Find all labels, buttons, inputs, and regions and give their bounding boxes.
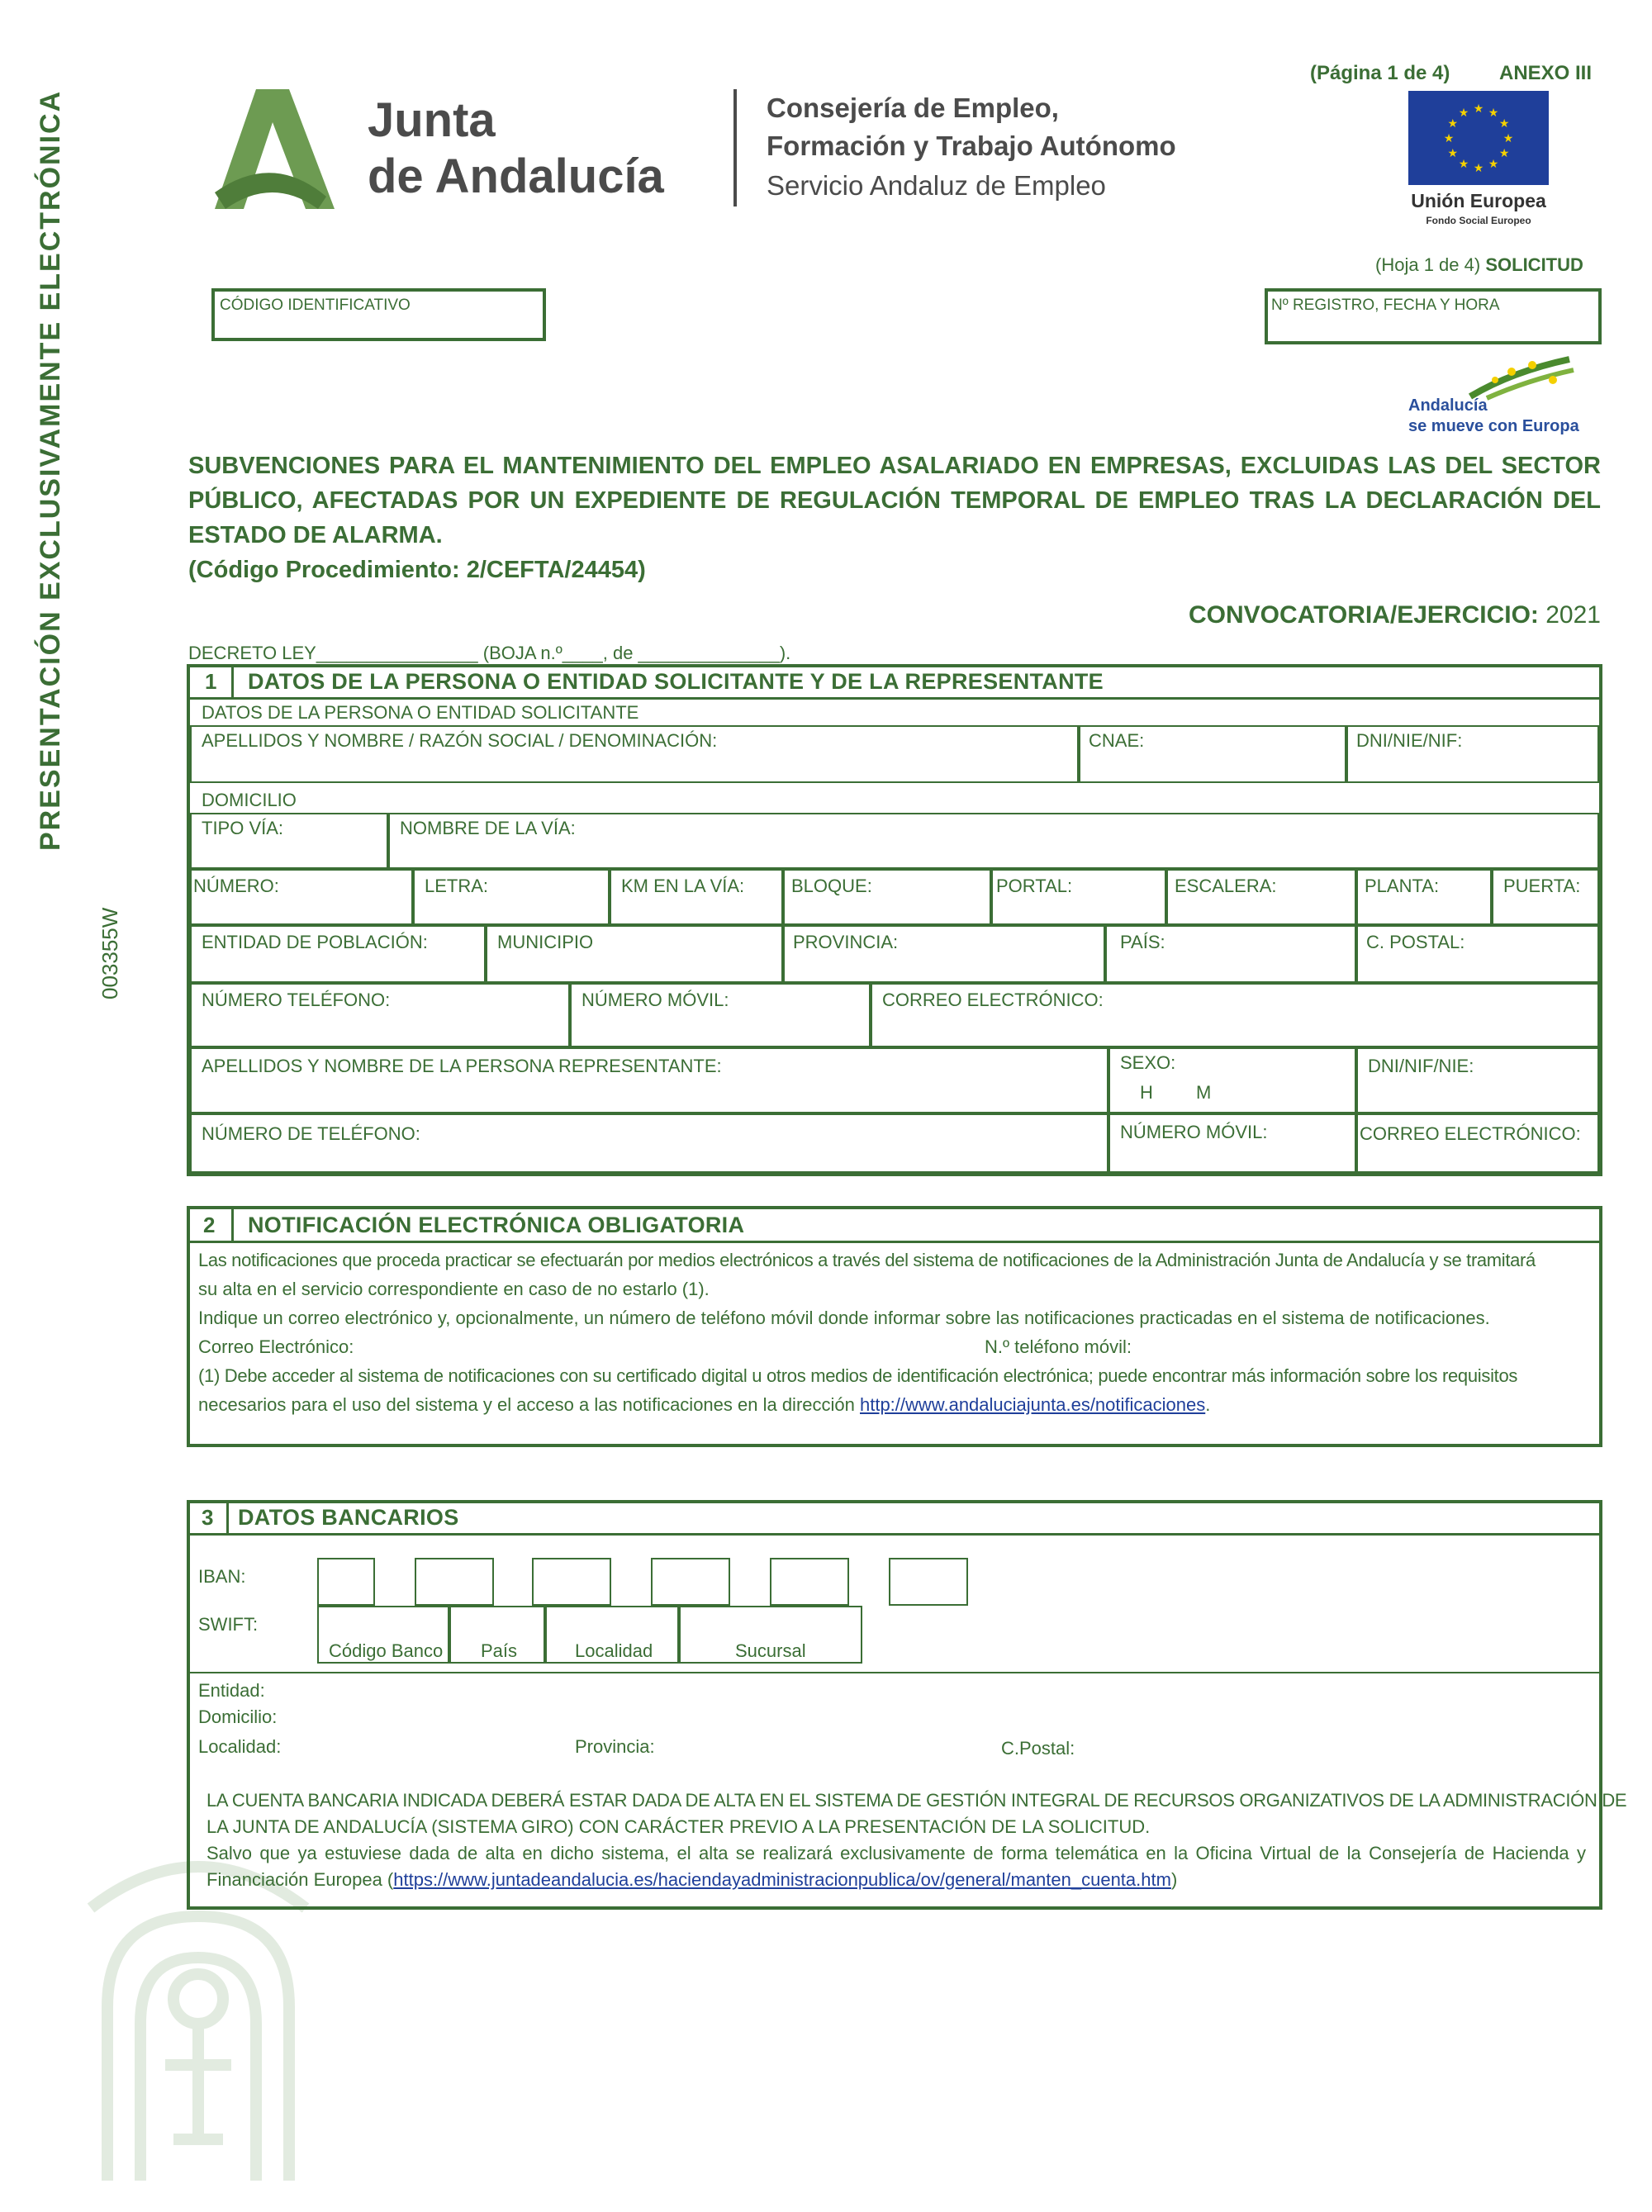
tipo-via-label: TIPO VÍA: bbox=[202, 818, 284, 838]
rep-correo-label: CORREO ELECTRÓNICO: bbox=[1360, 1123, 1581, 1144]
eu-star-icon: ★ bbox=[1502, 131, 1514, 145]
planta-label: PLANTA: bbox=[1365, 876, 1440, 896]
decreto-line: DECRETO LEY________________ (BOJA n.º____, de ______________). bbox=[188, 643, 791, 663]
rep-movil-label: NÚMERO MÓVIL: bbox=[1120, 1122, 1268, 1142]
municipio-label: MUNICIPIO bbox=[497, 932, 594, 952]
bank-warning-line3: Salvo que ya estuviese dada de alta en dicho sistema, el alta se realizará exclusivamente de forma telemática en la Oficina Virtual de la Consejería de Hacienda y bbox=[206, 1843, 1586, 1863]
section2-header-divider bbox=[190, 1241, 1599, 1243]
bank-divider bbox=[190, 1672, 1599, 1673]
logo-text-andalucia: de Andalucía bbox=[368, 150, 664, 203]
warn-line4-suffix: ) bbox=[1170, 1869, 1178, 1890]
note-line2-prefix: necesarios para el uso del sistema y el acceso a las notificaciones en la dirección bbox=[198, 1394, 860, 1415]
apellidos-field[interactable] bbox=[190, 725, 1079, 783]
pais-field[interactable] bbox=[1105, 925, 1356, 983]
swift-sucursal-box[interactable] bbox=[679, 1606, 862, 1664]
section1-box bbox=[187, 664, 1602, 1176]
codigo-identificativo-box[interactable] bbox=[211, 288, 546, 341]
cnae-field[interactable] bbox=[1079, 725, 1346, 783]
escalera-label: ESCALERA: bbox=[1175, 876, 1277, 896]
pais-label: PAÍS: bbox=[1120, 932, 1165, 952]
eu-flag-icon bbox=[1408, 91, 1549, 185]
convocatoria bbox=[1189, 601, 1601, 629]
codigo-banco-label: Código Banco bbox=[329, 1640, 444, 1661]
movil-label: NÚMERO MÓVIL: bbox=[582, 990, 729, 1010]
entidad-poblacion-label: ENTIDAD DE POBLACIÓN: bbox=[202, 932, 428, 952]
bloque-field[interactable] bbox=[783, 869, 991, 925]
junta-andalucia-logo-icon bbox=[211, 89, 335, 209]
hoja-prefix: (Hoja bbox=[1375, 254, 1424, 275]
eu-title: Unión Europea bbox=[1411, 190, 1546, 211]
swift-pais-box[interactable] bbox=[449, 1606, 545, 1664]
iban-box-6[interactable] bbox=[889, 1558, 968, 1606]
telefono-field[interactable] bbox=[190, 983, 570, 1047]
bank-localidad-label: Localidad: bbox=[198, 1736, 282, 1757]
section2-box bbox=[187, 1206, 1602, 1447]
consejeria-line3: Servicio Andaluz de Empleo bbox=[767, 170, 1106, 201]
eu-star-icon: ★ bbox=[1447, 146, 1459, 159]
bank-warning-line4 bbox=[206, 1867, 1586, 1893]
iban-box-1[interactable] bbox=[317, 1558, 375, 1606]
section2-note-line2 bbox=[198, 1390, 1594, 1419]
eu-subtitle: Fondo Social Europeo bbox=[1426, 215, 1531, 226]
solicitud-label: SOLICITUD bbox=[1485, 254, 1583, 275]
notificaciones-link[interactable]: http://www.andaluciajunta.es/notificaciones bbox=[859, 1394, 1206, 1415]
planta-field[interactable] bbox=[1356, 869, 1492, 925]
hoja-suffix: ) bbox=[1474, 254, 1486, 275]
swift-pais-label: País bbox=[481, 1640, 518, 1661]
section3-title: DATOS BANCARIOS bbox=[238, 1505, 459, 1530]
consejeria-line2: Formación y Trabajo Autónomo bbox=[767, 131, 1176, 161]
codigo-banco-box[interactable] bbox=[317, 1606, 449, 1664]
section3-number-divider bbox=[226, 1503, 229, 1533]
rep-movil-field[interactable] bbox=[1108, 1113, 1356, 1173]
section3-number: 3 bbox=[202, 1505, 214, 1530]
section2-p1-line1: Las notificaciones que proceda practicar se efectuarán por medios electrónicos a través del sistema de notificaciones de la Administración Junta de Andalucía y se tramitará bbox=[198, 1250, 1536, 1270]
section2-p2: Indique un correo electrónico y, opcionalmente, un número de teléfono móvil donde informar sobre las notificaciones practicadas en el sistema de notificaciones. bbox=[198, 1308, 1490, 1328]
bank-warning-line1: LA CUENTA BANCARIA INDICADA DEBERÁ ESTAR DADA DE ALTA EN EL SISTEMA DE GESTIÓN INTEGRAL DE RECURSOS ORGANIZATIVOS DE LA ADMINISTRACIÓN DE bbox=[206, 1790, 1627, 1811]
section1-number-divider bbox=[231, 667, 234, 697]
section2-p1-line2: su alta en el servicio correspondiente en caso de no estarlo (1). bbox=[198, 1279, 710, 1299]
codigo-identificativo-label: CÓDIGO IDENTIFICATIVO bbox=[220, 297, 411, 314]
eu-star-icon: ★ bbox=[1473, 102, 1484, 115]
iban-box-3[interactable] bbox=[532, 1558, 611, 1606]
registro-box[interactable] bbox=[1265, 288, 1602, 344]
dni-label: DNI/NIE/NIF: bbox=[1356, 730, 1463, 751]
rep-apellidos-label: APELLIDOS Y NOMBRE DE LA PERSONA REPRESENTANTE: bbox=[202, 1056, 722, 1076]
hoja-de: de bbox=[1433, 254, 1464, 275]
title-line3: ESTADO DE ALARMA. bbox=[188, 522, 443, 548]
tipo-via-field[interactable] bbox=[190, 813, 388, 869]
eu-star-icon: ★ bbox=[1443, 131, 1455, 145]
hoja-total: 4 bbox=[1464, 254, 1474, 275]
iban-box-4[interactable] bbox=[651, 1558, 730, 1606]
bank-cpostal-label: C.Postal: bbox=[1001, 1738, 1075, 1759]
swift-label: SWIFT: bbox=[198, 1614, 259, 1635]
numero-field[interactable] bbox=[190, 869, 413, 925]
eu-star-icon: ★ bbox=[1473, 161, 1484, 174]
eu-star-icon: ★ bbox=[1488, 157, 1499, 171]
anexo-label: ANEXO III bbox=[1499, 62, 1593, 84]
letra-field[interactable] bbox=[413, 869, 610, 925]
cnae-label: CNAE: bbox=[1089, 730, 1145, 751]
puerta-label: PUERTA: bbox=[1503, 876, 1581, 896]
numero-label: NÚMERO: bbox=[193, 876, 279, 896]
rep-dni-field[interactable] bbox=[1356, 1047, 1599, 1113]
andalucia-europa-line1: Andalucía bbox=[1408, 396, 1488, 415]
bank-warning-line2: LA JUNTA DE ANDALUCÍA (SISTEMA GIRO) CON CARÁCTER PREVIO A LA PRESENTACIÓN DE LA SOLICITUD. bbox=[206, 1816, 1151, 1837]
section3-box bbox=[187, 1500, 1627, 1910]
section2-number-divider bbox=[231, 1209, 234, 1241]
warn-line4-prefix: Financiación Europea ( bbox=[206, 1869, 394, 1890]
document-code: 003355W bbox=[97, 907, 122, 999]
bank-warning bbox=[206, 1787, 1627, 1893]
rep-telefono-field[interactable] bbox=[190, 1113, 1108, 1173]
convocatoria-year: 2021 bbox=[1545, 601, 1601, 629]
km-label: KM EN LA VÍA: bbox=[621, 876, 745, 896]
bloque-label: BLOQUE: bbox=[791, 876, 872, 896]
convocatoria-label: CONVOCATORIA/EJERCICIO: bbox=[1188, 601, 1539, 629]
swift-localidad-label: Localidad bbox=[575, 1640, 653, 1661]
correo-field[interactable] bbox=[871, 983, 1599, 1047]
title-line1: SUBVENCIONES PARA EL MANTENIMIENTO DEL EMPLEO ASALARIADO EN EMPRESAS, EXCLUIDAS LAS DEL SECTOR bbox=[188, 453, 1601, 479]
section2-title: NOTIFICACIÓN ELECTRÓNICA OBLIGATORIA bbox=[248, 1213, 745, 1237]
eu-star-icon: ★ bbox=[1498, 146, 1510, 159]
hoja-num: 1 bbox=[1423, 254, 1434, 275]
section1-number: 1 bbox=[205, 669, 217, 694]
nombre-via-label: NOMBRE DE LA VÍA: bbox=[400, 818, 576, 838]
correo-label: CORREO ELECTRÓNICO: bbox=[882, 990, 1104, 1010]
iban-box-2[interactable] bbox=[415, 1558, 494, 1606]
page-indicator: (Página 1 de 4) bbox=[1310, 62, 1450, 84]
andalucia-europa-logo-icon bbox=[1462, 355, 1578, 401]
swift-localidad-box[interactable] bbox=[545, 1606, 679, 1664]
municipio-field[interactable] bbox=[486, 925, 783, 983]
sexo-h-option[interactable]: H bbox=[1140, 1082, 1153, 1103]
note-line2-suffix: . bbox=[1205, 1394, 1211, 1415]
section1-title: DATOS DE LA PERSONA O ENTIDAD SOLICITANTE Y DE LA REPRESENTANTE bbox=[248, 669, 1104, 694]
rep-dni-label: DNI/NIF/NIE: bbox=[1368, 1056, 1474, 1076]
consejeria-line1: Consejería de Empleo, bbox=[767, 93, 1059, 123]
eu-star-icon: ★ bbox=[1488, 105, 1499, 119]
nombre-via-field[interactable] bbox=[388, 813, 1599, 869]
rep-apellidos-field[interactable] bbox=[190, 1047, 1108, 1113]
manten-cuenta-link[interactable]: https://www.juntadeandalucia.es/haciendayadministracionpublica/ov/general/manten_cuenta.htm bbox=[393, 1869, 1171, 1890]
hoja-indicator bbox=[1375, 254, 1583, 276]
cpostal-label: C. POSTAL: bbox=[1366, 932, 1465, 952]
provincia-field[interactable] bbox=[783, 925, 1105, 983]
portal-label: PORTAL: bbox=[996, 876, 1073, 896]
rep-telefono-label: NÚMERO DE TELÉFONO: bbox=[202, 1123, 420, 1144]
iban-box-5[interactable] bbox=[770, 1558, 849, 1606]
registro-label: Nº REGISTRO, FECHA Y HORA bbox=[1271, 297, 1500, 314]
bank-provincia-label: Provincia: bbox=[575, 1736, 655, 1757]
cpostal-field[interactable] bbox=[1356, 925, 1599, 983]
eu-star-icon: ★ bbox=[1498, 116, 1510, 130]
km-field[interactable] bbox=[610, 869, 783, 925]
notif-correo-label: Correo Electrónico: bbox=[198, 1336, 354, 1357]
portal-field[interactable] bbox=[991, 869, 1166, 925]
section2-note-line1: (1) Debe acceder al sistema de notificaciones con su certificado digital u otros medios de identificación electrónica; puede encontrar más información sobre los requisitos bbox=[198, 1365, 1518, 1386]
provincia-label: PROVINCIA: bbox=[793, 932, 899, 952]
section2-note bbox=[198, 1361, 1594, 1419]
section2-number: 2 bbox=[203, 1213, 216, 1237]
rep-correo-field[interactable] bbox=[1356, 1113, 1599, 1173]
solicitante-subhead: DATOS DE LA PERSONA O ENTIDAD SOLICITANTE bbox=[202, 702, 639, 723]
logo-divider bbox=[733, 89, 737, 206]
iban-label: IBAN: bbox=[198, 1566, 246, 1587]
sexo-field[interactable] bbox=[1108, 1047, 1356, 1113]
vertical-presentation-text: PRESENTACIÓN EXCLUSIVAMENTE ELECTRÓNICA bbox=[35, 89, 66, 851]
letra-label: LETRA: bbox=[425, 876, 489, 896]
entidad-label: Entidad: bbox=[198, 1680, 265, 1701]
andalucia-europa-line2: se mueve con Europa bbox=[1408, 417, 1579, 435]
notif-telefono-label: N.º teléfono móvil: bbox=[985, 1336, 1132, 1357]
section1-header-divider bbox=[190, 697, 1599, 700]
section2-paragraph1 bbox=[198, 1246, 1594, 1332]
section3-header-divider bbox=[190, 1533, 1599, 1536]
entidad-poblacion-field[interactable] bbox=[190, 925, 486, 983]
escalera-field[interactable] bbox=[1166, 869, 1356, 925]
sexo-label: SEXO: bbox=[1120, 1052, 1176, 1073]
apellidos-label: APELLIDOS Y NOMBRE / RAZÓN SOCIAL / DENOMINACIÓN: bbox=[202, 730, 718, 751]
title-line2: PÚBLICO, AFECTADAS POR UN EXPEDIENTE DE REGULACIÓN TEMPORAL DE EMPLEO TRAS LA DECLARACIÓN DEL bbox=[188, 487, 1601, 514]
eu-star-icon: ★ bbox=[1458, 105, 1469, 119]
domicilio-label: DOMICILIO bbox=[202, 790, 297, 810]
eu-star-icon: ★ bbox=[1458, 157, 1469, 171]
eu-star-icon: ★ bbox=[1447, 116, 1459, 130]
sexo-m-option[interactable]: M bbox=[1196, 1082, 1212, 1103]
logo-text-junta: Junta bbox=[368, 93, 496, 147]
dni-field[interactable] bbox=[1346, 725, 1599, 783]
bank-domicilio-label: Domicilio: bbox=[198, 1706, 278, 1727]
puerta-field[interactable] bbox=[1492, 869, 1599, 925]
swift-sucursal-label: Sucursal bbox=[735, 1640, 806, 1661]
procedure-code: (Código Procedimiento: 2/CEFTA/24454) bbox=[188, 557, 646, 583]
movil-field[interactable] bbox=[570, 983, 871, 1047]
telefono-label: NÚMERO TELÉFONO: bbox=[202, 990, 391, 1010]
